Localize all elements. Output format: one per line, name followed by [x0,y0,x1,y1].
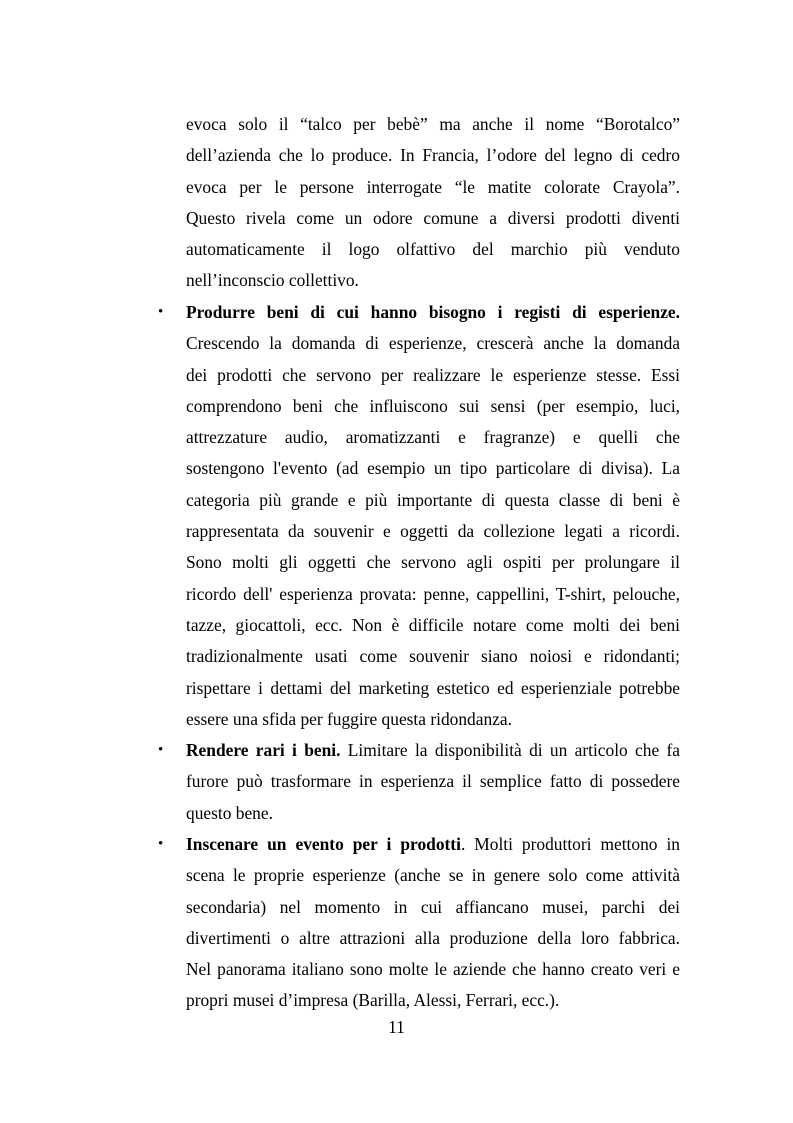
bullet-item [158,297,680,735]
text-line: questo bene. [186,802,273,823]
bullet-item [158,735,681,829]
bullet-heading-line [186,297,680,328]
text-line: essere una sfida per fuggire questa ridondanza. [186,708,512,729]
text-line: Nel panorama italiano sono molte le aziende che hanno creato veri e [186,959,680,980]
text-line: sostengono l'evento (ad esempio un tipo particolare di divisa). La [186,458,680,479]
text-line: tazze, giocattoli, ecc. Non è difficile notare come molti dei beni [186,614,680,635]
text-line: rappresentata da souvenir e oggetti da collezione legati a ricordi. [186,521,680,542]
text-line: Sono molti gli oggetti che servono agli ospiti per prolungare il [186,552,680,573]
text-line: evoca per le persone interrogate “le matite colorate Crayola”. [186,176,680,197]
bullet-heading-line [186,735,680,766]
text-line: dei prodotti che servono per realizzare le esperienze stesse. Essi [186,364,680,385]
text-line: categoria più grande e più importante di questa classe di beni è [186,489,680,510]
text-line: divertimenti o altre attrazioni alla produzione della loro fabbrica. [186,927,680,948]
bullet-item [158,829,680,1017]
text-line: tradizionalmente usati come souvenir siano noiosi e ridondanti; [186,646,680,667]
bullet-heading-line [186,829,680,860]
text-line: automaticamente il logo olfattivo del marchio più venduto [186,239,680,260]
bullet-heading: Inscenare un evento per i prodotti [186,834,461,854]
text-fragment: . Molti produttori mettono in [460,834,680,854]
text-line: evoca solo il “talco per bebè” ma anche il nome “Borotalco” [186,114,680,134]
text-line: Questo rivela come un odore comune a diversi prodotti diventi [186,207,680,228]
intro-paragraph [186,109,680,297]
text-line: comprendono beni che influiscono sui sensi (per esempio, luci, [186,395,680,416]
text-line: secondaria) nel momento in cui affiancano musei, parchi dei [186,896,680,917]
text-line: Crescendo la domanda di esperienze, crescerà anche la domanda [186,333,680,354]
text-line: scena le proprie esperienze (anche se in genere solo come attività [186,865,680,886]
page-number: 11 [388,1017,405,1037]
text-line: rispettare i dettami del marketing estetico ed esperienziale potrebbe [186,677,680,698]
text-line: furore può trasformare in esperienza il semplice fatto di possedere [186,771,680,792]
text-line: ricordo dell' esperienza provata: penne, cappellini, T-shirt, pelouche, [186,583,680,604]
text-fragment: Limitare la disponibilità di un articolo che fa [340,740,681,760]
bullet-heading: Produrre beni di cui hanno bisogno i registi di esperienze. [186,302,680,322]
text-line: nell’inconscio collettivo. [186,270,359,291]
bullet-heading: Rendere rari i beni. [186,740,341,760]
text-line: dell’azienda che lo produce. In Francia, l’odore del legno di cedro [186,145,680,166]
bullet-icon: • [158,742,164,758]
text-line: attrezzature audio, aromatizzanti e fragranze) e quelli che [186,427,680,448]
bullet-icon: • [158,304,164,320]
bullet-icon: • [158,836,164,852]
text-line: propri musei d’impresa (Barilla, Alessi, Ferrari, ecc.). [186,990,560,1011]
